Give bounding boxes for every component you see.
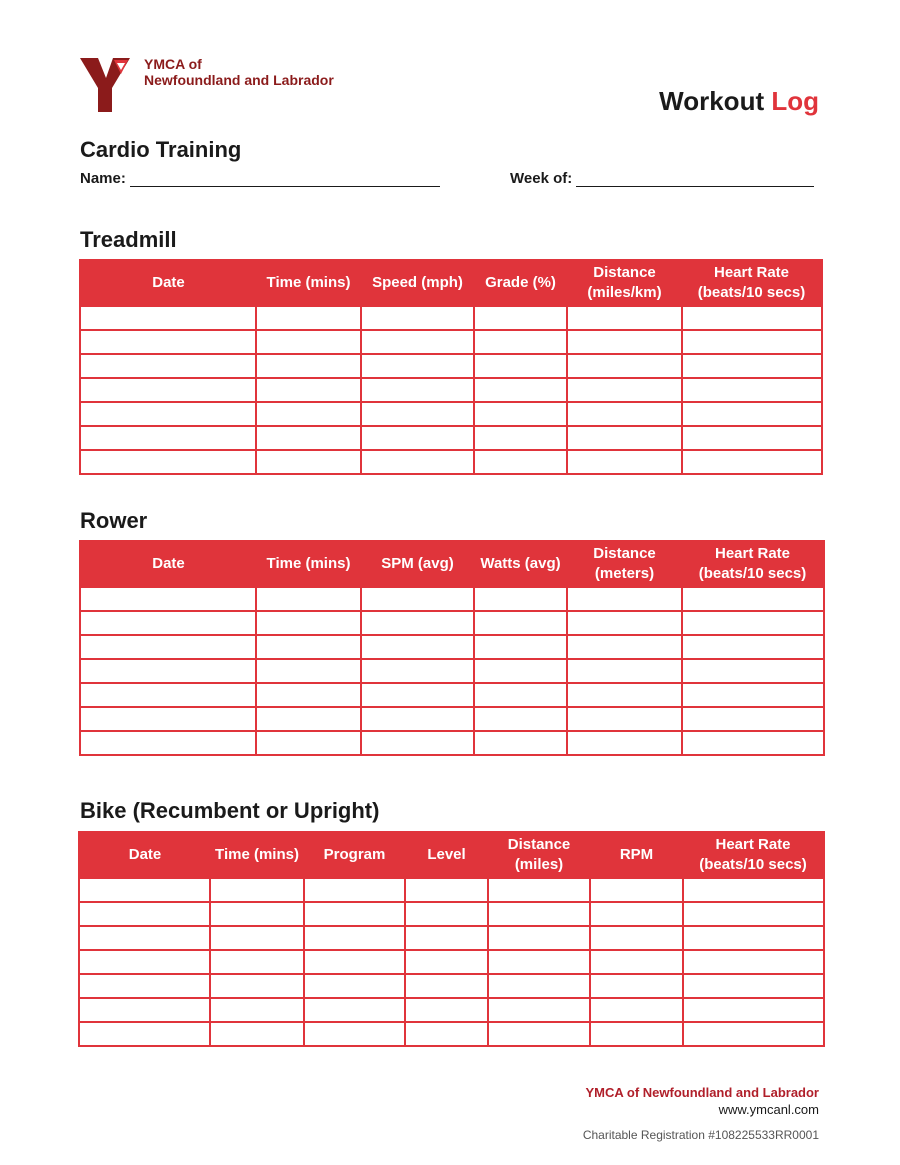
table-cell[interactable] <box>256 354 361 378</box>
column-header: Time (mins) <box>256 260 361 306</box>
name-input-line[interactable] <box>130 170 440 187</box>
table-cell[interactable] <box>474 306 567 330</box>
table-cell[interactable] <box>590 950 683 974</box>
table-cell[interactable] <box>682 635 824 659</box>
table-cell[interactable] <box>361 707 474 731</box>
ymca-y-logo-icon <box>80 58 130 112</box>
column-header: Heart Rate (beats/10 secs) <box>682 260 822 306</box>
table-cell[interactable] <box>256 683 361 707</box>
bike-header-row <box>79 832 824 878</box>
table-cell[interactable] <box>80 450 256 474</box>
rower-title: Rower <box>80 508 148 533</box>
table-cell[interactable] <box>80 426 256 450</box>
table-cell[interactable] <box>682 378 822 402</box>
table-row <box>80 426 822 450</box>
table-cell[interactable] <box>361 378 474 402</box>
table-cell[interactable] <box>80 707 256 731</box>
table-cell[interactable] <box>682 450 822 474</box>
table-cell[interactable] <box>256 635 361 659</box>
column-header: RPM <box>590 832 683 878</box>
table-cell[interactable] <box>474 731 567 755</box>
table-cell[interactable] <box>79 926 210 950</box>
column-header: Time (mins) <box>256 541 361 587</box>
table-cell[interactable] <box>567 402 682 426</box>
table-cell[interactable] <box>683 998 824 1022</box>
table-cell[interactable] <box>304 998 405 1022</box>
table-cell[interactable] <box>361 587 474 611</box>
table-cell[interactable] <box>405 974 488 998</box>
table-cell[interactable] <box>590 974 683 998</box>
table-cell[interactable] <box>210 950 304 974</box>
table-row <box>80 450 822 474</box>
table-cell[interactable] <box>361 611 474 635</box>
table-cell[interactable] <box>405 878 488 902</box>
table-cell[interactable] <box>567 587 682 611</box>
table-cell[interactable] <box>474 683 567 707</box>
table-cell[interactable] <box>80 659 256 683</box>
table-row <box>79 974 824 998</box>
table-row <box>80 354 822 378</box>
table-cell[interactable] <box>683 878 824 902</box>
column-header: Heart Rate (beats/10 secs) <box>683 832 824 878</box>
table-cell[interactable] <box>80 354 256 378</box>
table-cell[interactable] <box>567 306 682 330</box>
column-header: Date <box>80 541 256 587</box>
table-row <box>80 611 824 635</box>
table-cell[interactable] <box>304 974 405 998</box>
table-cell[interactable] <box>256 611 361 635</box>
table-cell[interactable] <box>79 878 210 902</box>
column-header: Heart Rate (beats/10 secs) <box>682 541 824 587</box>
table-cell[interactable] <box>405 926 488 950</box>
table-cell[interactable] <box>361 450 474 474</box>
table-row <box>80 402 822 426</box>
table-row <box>80 707 824 731</box>
table-cell[interactable] <box>405 902 488 926</box>
table-cell[interactable] <box>256 330 361 354</box>
table-cell[interactable] <box>488 902 590 926</box>
table-cell[interactable] <box>80 306 256 330</box>
table-cell[interactable] <box>567 378 682 402</box>
table-cell[interactable] <box>567 330 682 354</box>
treadmill-table <box>79 259 823 475</box>
table-cell[interactable] <box>405 950 488 974</box>
table-cell[interactable] <box>682 659 824 683</box>
table-cell[interactable] <box>474 426 567 450</box>
table-cell[interactable] <box>682 306 822 330</box>
table-cell[interactable] <box>361 402 474 426</box>
footer-website[interactable]: www.ymcanl.com <box>718 1102 819 1117</box>
table-cell[interactable] <box>80 587 256 611</box>
table-cell[interactable] <box>80 683 256 707</box>
table-cell[interactable] <box>361 426 474 450</box>
table-cell[interactable] <box>256 306 361 330</box>
table-cell[interactable] <box>474 635 567 659</box>
column-header: Watts (avg) <box>474 541 567 587</box>
table-cell[interactable] <box>304 878 405 902</box>
org-name <box>144 56 334 88</box>
column-header: Level <box>405 832 488 878</box>
table-cell[interactable] <box>361 659 474 683</box>
table-cell[interactable] <box>80 635 256 659</box>
table-cell[interactable] <box>590 902 683 926</box>
table-cell[interactable] <box>361 635 474 659</box>
table-cell[interactable] <box>567 659 682 683</box>
table-row <box>80 659 824 683</box>
table-cell[interactable] <box>567 731 682 755</box>
table-cell[interactable] <box>79 950 210 974</box>
table-cell[interactable] <box>210 998 304 1022</box>
week-label: Week of: <box>510 170 573 187</box>
table-row <box>80 587 824 611</box>
table-row <box>79 926 824 950</box>
rower-header-row <box>80 541 824 587</box>
table-cell[interactable] <box>682 426 822 450</box>
table-cell[interactable] <box>590 878 683 902</box>
week-input-line[interactable] <box>576 170 814 187</box>
table-cell[interactable] <box>361 354 474 378</box>
table-cell[interactable] <box>567 683 682 707</box>
table-cell[interactable] <box>304 950 405 974</box>
table-cell[interactable] <box>474 378 567 402</box>
table-cell[interactable] <box>567 426 682 450</box>
column-header: Speed (mph) <box>361 260 474 306</box>
table-cell[interactable] <box>210 926 304 950</box>
table-cell[interactable] <box>80 378 256 402</box>
page-title <box>659 86 819 117</box>
table-cell[interactable] <box>80 402 256 426</box>
form-fields <box>80 170 820 190</box>
org-name-line1: YMCA of <box>144 56 202 72</box>
table-cell[interactable] <box>590 1022 683 1046</box>
column-header: Date <box>79 832 210 878</box>
treadmill-title: Treadmill <box>80 227 177 252</box>
table-cell[interactable] <box>256 707 361 731</box>
table-cell[interactable] <box>474 330 567 354</box>
table-cell[interactable] <box>683 974 824 998</box>
table-cell[interactable] <box>682 707 824 731</box>
table-cell[interactable] <box>488 950 590 974</box>
table-row <box>79 902 824 926</box>
rower-table <box>79 540 825 756</box>
table-cell[interactable] <box>567 354 682 378</box>
bike-title: Bike (Recumbent or Upright) <box>80 798 380 823</box>
bike-table <box>78 831 825 1047</box>
table-cell[interactable] <box>304 926 405 950</box>
table-cell[interactable] <box>256 587 361 611</box>
table-cell[interactable] <box>488 1022 590 1046</box>
table-cell[interactable] <box>682 587 824 611</box>
table-cell[interactable] <box>80 611 256 635</box>
week-field <box>510 170 814 187</box>
org-name-line2: Newfoundland and Labrador <box>144 72 334 88</box>
table-cell[interactable] <box>256 450 361 474</box>
table-cell[interactable] <box>256 731 361 755</box>
table-cell[interactable] <box>682 402 822 426</box>
table-cell[interactable] <box>79 1022 210 1046</box>
table-cell[interactable] <box>474 611 567 635</box>
table-cell[interactable] <box>80 731 256 755</box>
column-header: Date <box>80 260 256 306</box>
cardio-heading: Cardio Training <box>80 137 242 162</box>
table-cell[interactable] <box>567 611 682 635</box>
table-cell[interactable] <box>683 902 824 926</box>
table-cell[interactable] <box>488 998 590 1022</box>
table-cell[interactable] <box>682 354 822 378</box>
table-cell[interactable] <box>79 974 210 998</box>
table-row <box>80 731 824 755</box>
table-cell[interactable] <box>683 1022 824 1046</box>
page-title-main: Workout <box>659 86 772 116</box>
table-cell[interactable] <box>361 306 474 330</box>
table-cell[interactable] <box>256 402 361 426</box>
table-cell[interactable] <box>256 426 361 450</box>
table-row <box>80 330 822 354</box>
table-row <box>80 683 824 707</box>
name-label: Name: <box>80 170 126 187</box>
table-cell[interactable] <box>683 926 824 950</box>
table-cell[interactable] <box>79 998 210 1022</box>
table-cell[interactable] <box>567 450 682 474</box>
table-cell[interactable] <box>474 707 567 731</box>
table-cell[interactable] <box>682 330 822 354</box>
column-header: Time (mins) <box>210 832 304 878</box>
table-cell[interactable] <box>256 659 361 683</box>
column-header: Distance (miles/km) <box>567 260 682 306</box>
table-row <box>80 378 822 402</box>
table-cell[interactable] <box>304 1022 405 1046</box>
table-cell[interactable] <box>256 378 361 402</box>
table-cell[interactable] <box>474 659 567 683</box>
page-title-accent: Log <box>771 86 819 116</box>
name-field <box>80 170 440 187</box>
column-header: Distance (meters) <box>567 541 682 587</box>
table-cell[interactable] <box>590 926 683 950</box>
table-row <box>80 306 822 330</box>
table-cell[interactable] <box>405 998 488 1022</box>
table-cell[interactable] <box>79 902 210 926</box>
table-cell[interactable] <box>361 330 474 354</box>
table-cell[interactable] <box>488 926 590 950</box>
table-cell[interactable] <box>474 354 567 378</box>
table-cell[interactable] <box>474 587 567 611</box>
table-row <box>80 635 824 659</box>
column-header: Grade (%) <box>474 260 567 306</box>
treadmill-header-row <box>80 260 822 306</box>
table-cell[interactable] <box>210 902 304 926</box>
table-cell[interactable] <box>361 683 474 707</box>
table-cell[interactable] <box>682 611 824 635</box>
table-cell[interactable] <box>361 731 474 755</box>
table-cell[interactable] <box>682 683 824 707</box>
table-row <box>79 1022 824 1046</box>
table-cell[interactable] <box>488 878 590 902</box>
table-cell[interactable] <box>567 707 682 731</box>
table-row <box>79 998 824 1022</box>
table-cell[interactable] <box>210 878 304 902</box>
footer-registration: Charitable Registration #108225533RR0001 <box>582 1128 819 1142</box>
table-cell[interactable] <box>488 974 590 998</box>
table-row <box>79 950 824 974</box>
column-header: SPM (avg) <box>361 541 474 587</box>
column-header: Program <box>304 832 405 878</box>
table-cell[interactable] <box>304 902 405 926</box>
table-cell[interactable] <box>210 1022 304 1046</box>
table-cell[interactable] <box>474 450 567 474</box>
table-row <box>79 878 824 902</box>
table-cell[interactable] <box>682 731 824 755</box>
table-cell[interactable] <box>80 330 256 354</box>
footer-org-name: YMCA of Newfoundland and Labrador <box>585 1085 819 1100</box>
table-cell[interactable] <box>210 974 304 998</box>
column-header: Distance (miles) <box>488 832 590 878</box>
table-cell[interactable] <box>590 998 683 1022</box>
table-cell[interactable] <box>474 402 567 426</box>
table-cell[interactable] <box>567 635 682 659</box>
table-cell[interactable] <box>405 1022 488 1046</box>
table-cell[interactable] <box>683 950 824 974</box>
